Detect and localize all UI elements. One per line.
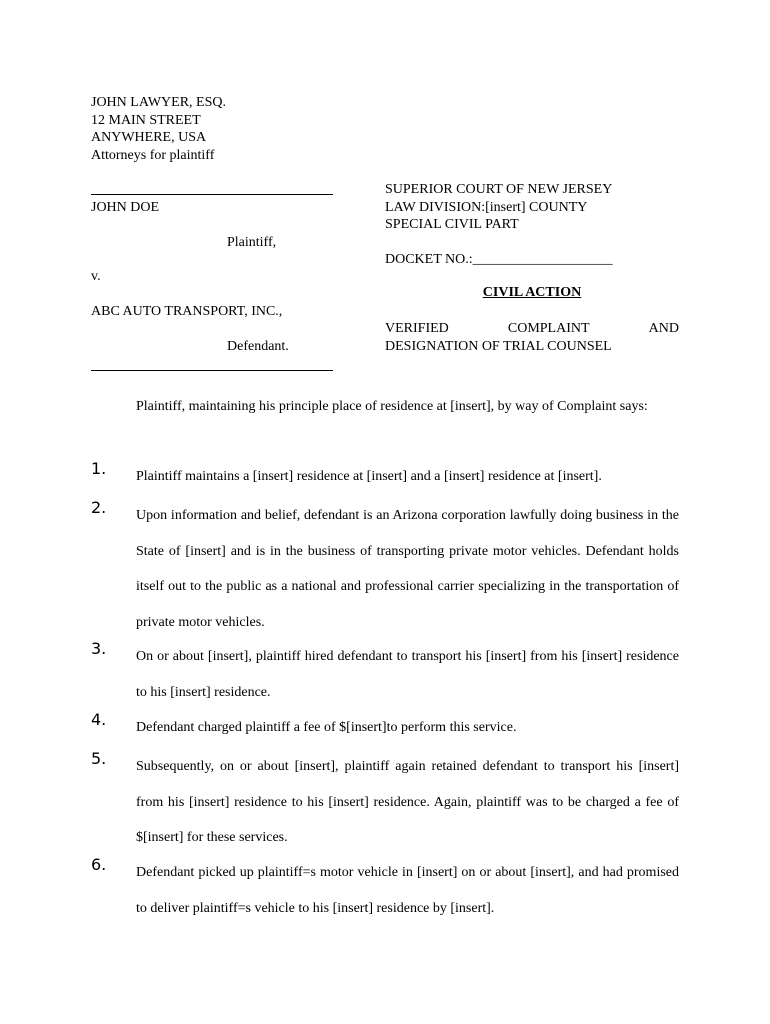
- paragraph-number: 6.: [91, 855, 107, 874]
- plaintiff-label: Plaintiff,: [227, 235, 277, 250]
- paragraph-4: [91, 710, 679, 746]
- paragraph-6: [91, 855, 679, 926]
- paragraph-text: On or about [insert], plaintiff hired defendant to transport his [insert] from his [insert] residence to his [insert] residence.: [136, 649, 679, 700]
- paragraph-number: 1.: [91, 459, 107, 478]
- paragraph-text: Defendant charged plaintiff a fee of $[insert]to perform this service.: [136, 720, 517, 735]
- paragraph-number: 2.: [91, 498, 107, 517]
- defendant-name: ABC AUTO TRANSPORT, INC.,: [91, 304, 283, 319]
- civil-action-heading: CIVIL ACTION: [482, 285, 582, 300]
- complaint-title: [385, 320, 679, 355]
- intro-paragraph: Plaintiff, maintaining his principle place of residence at [insert], by way of Complaint says:: [136, 399, 648, 414]
- caption-top-rule: [91, 194, 333, 195]
- paragraph-number: 3.: [91, 639, 107, 658]
- attorney-street: 12 MAIN STREET: [91, 112, 201, 128]
- court-division: LAW DIVISION:[insert] COUNTY: [385, 199, 588, 215]
- paragraph-text: Subsequently, on or about [insert], plaintiff again retained defendant to transport his [insert] from his [insert] residence to his [insert] residence. Again, plaintiff was to be charged a fee of $[insert] for these services.: [136, 759, 679, 845]
- court-part: SPECIAL CIVIL PART: [385, 217, 519, 232]
- caption-bottom-rule: [91, 370, 333, 371]
- court-name: SUPERIOR COURT OF NEW JERSEY: [385, 182, 613, 197]
- paragraph-2: [91, 498, 679, 640]
- paragraph-number: 4.: [91, 710, 107, 729]
- paragraph-5: [91, 749, 679, 856]
- docket-number: DOCKET NO.:____________________: [385, 252, 613, 267]
- attorney-block: [91, 94, 226, 164]
- paragraph-text: Upon information and belief, defendant is an Arizona corporation lawfully doing business in the State of [insert] and is in the business of transporting private motor vehicles. Defendant holds itself out to the public as a national and professional carrier specializing in the transportation of private motor vehicles.: [136, 508, 679, 630]
- defendant-label: Defendant.: [227, 339, 289, 354]
- court-block: [385, 181, 679, 234]
- paragraph-1: [91, 459, 679, 495]
- title-word-complaint: COMPLAINT: [507, 321, 590, 336]
- attorney-city: ANYWHERE, USA: [91, 130, 207, 145]
- plaintiff-name: JOHN DOE: [91, 200, 160, 215]
- paragraph-text: Defendant picked up plaintiff=s motor vehicle in [insert] on or about [insert], and had promised to deliver plaintiff=s vehicle to his [insert] residence by [insert].: [136, 865, 679, 916]
- title-line-2: DESIGNATION OF TRIAL COUNSEL: [385, 338, 612, 354]
- versus-label: v.: [91, 269, 101, 284]
- attorney-name: JOHN LAWYER, ESQ.: [91, 95, 226, 110]
- title-word-and: AND: [648, 321, 679, 336]
- paragraph-number: 5.: [91, 749, 107, 768]
- title-word-verified: VERIFIED: [385, 321, 449, 336]
- attorney-role: Attorneys for plaintiff: [91, 147, 215, 163]
- paragraph-3: [91, 639, 679, 710]
- paragraph-text: Plaintiff maintains a [insert] residence at [insert] and a [insert] residence at [insert].: [136, 469, 602, 484]
